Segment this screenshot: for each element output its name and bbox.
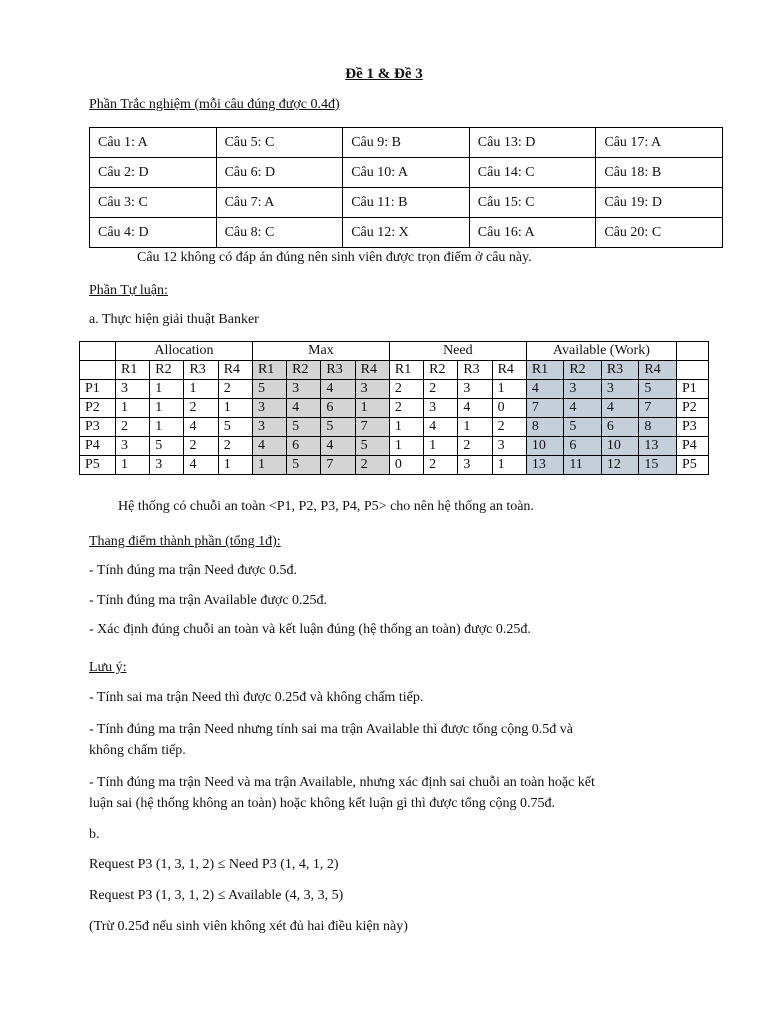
header-row (80, 342, 709, 361)
resource-header: R4 (218, 361, 252, 380)
resource-header: R3 (184, 361, 218, 380)
max-cell: 5 (355, 437, 389, 456)
avail-cell: 3 (601, 380, 639, 399)
alloc-cell: 5 (218, 418, 252, 437)
alloc-cell: 2 (184, 437, 218, 456)
max-cell: 4 (321, 380, 355, 399)
avail-cell: 7 (526, 399, 564, 418)
note-item: - Tính đúng ma trận Need và ma trận Available, nhưng xác định sai chuỗi an toàn hoặc kết (89, 775, 595, 790)
alloc-cell: 5 (150, 437, 184, 456)
need-cell: 1 (389, 437, 423, 456)
need-cell: 2 (492, 418, 526, 437)
max-cell: 2 (355, 456, 389, 475)
need-cell: 0 (389, 456, 423, 475)
group-header: Max (252, 342, 389, 361)
alloc-cell: 4 (184, 456, 218, 475)
essay-heading: Phần Tự luận: (89, 283, 168, 298)
max-cell: 6 (321, 399, 355, 418)
part-a-label: a. Thực hiện giải thuật Banker (89, 312, 259, 327)
resource-header: R3 (458, 361, 492, 380)
note-heading: Lưu ý: (89, 660, 127, 675)
table-row (80, 380, 709, 399)
avail-cell: 4 (526, 380, 564, 399)
table-row (90, 128, 723, 158)
banker-table (79, 341, 709, 475)
alloc-cell: 1 (184, 380, 218, 399)
max-cell: 1 (252, 456, 286, 475)
request-line: Request P3 (1, 3, 1, 2) ≤ Need P3 (1, 4, 1, 2) (89, 857, 339, 872)
alloc-cell: 3 (116, 437, 150, 456)
alloc-cell: 2 (218, 437, 252, 456)
answer-cell: Câu 20: C (596, 218, 723, 248)
avail-cell: 3 (564, 380, 602, 399)
process-label: P5 (80, 456, 116, 475)
alloc-cell: 1 (116, 456, 150, 475)
max-cell: 7 (355, 418, 389, 437)
avail-cell: 7 (639, 399, 677, 418)
process-tag: P4 (677, 437, 709, 456)
alloc-cell: 1 (150, 399, 184, 418)
alloc-cell: 1 (150, 380, 184, 399)
need-cell: 4 (424, 418, 458, 437)
table-row (80, 456, 709, 475)
process-tag: P3 (677, 418, 709, 437)
avail-cell: 5 (639, 380, 677, 399)
max-cell: 3 (287, 380, 321, 399)
need-cell: 2 (458, 437, 492, 456)
max-cell: 1 (355, 399, 389, 418)
resource-header: R1 (116, 361, 150, 380)
max-cell: 4 (287, 399, 321, 418)
need-cell: 1 (492, 456, 526, 475)
need-cell: 1 (424, 437, 458, 456)
avail-cell: 10 (526, 437, 564, 456)
need-cell: 2 (389, 399, 423, 418)
answer-cell: Câu 7: A (216, 188, 343, 218)
need-cell: 1 (389, 418, 423, 437)
avail-cell: 12 (601, 456, 639, 475)
process-tag: P2 (677, 399, 709, 418)
answer-cell: Câu 16: A (469, 218, 596, 248)
note-item: không chấm tiếp. (89, 743, 186, 758)
max-cell: 4 (252, 437, 286, 456)
avail-cell: 13 (526, 456, 564, 475)
note-item: - Tính sai ma trận Need thì được 0.25đ và không chấm tiếp. (89, 690, 424, 705)
max-cell: 4 (321, 437, 355, 456)
answer-cell: Câu 2: D (90, 158, 217, 188)
resource-header: R1 (252, 361, 286, 380)
process-label: P2 (80, 399, 116, 418)
answer-cell: Câu 10: A (343, 158, 470, 188)
max-cell: 6 (287, 437, 321, 456)
grading-heading: Thang điểm thành phần (tổng 1đ): (89, 534, 281, 549)
answer-cell: Câu 11: B (343, 188, 470, 218)
need-cell: 3 (492, 437, 526, 456)
group-header: Available (Work) (526, 342, 676, 361)
safe-sequence-text: Hệ thống có chuỗi an toàn <P1, P2, P3, P4, P5> cho nên hệ thống an toàn. (118, 499, 534, 514)
answer-cell: Câu 12: X (343, 218, 470, 248)
table-row (80, 418, 709, 437)
avail-cell: 15 (639, 456, 677, 475)
corner-cell (80, 361, 116, 380)
corner-cell (677, 361, 709, 380)
request-line: Request P3 (1, 3, 1, 2) ≤ Available (4, 3, 3, 5) (89, 888, 344, 903)
note-item: - Tính đúng ma trận Need nhưng tính sai ma trận Available thì được tổng cộng 0.5đ và (89, 722, 573, 737)
max-cell: 5 (321, 418, 355, 437)
alloc-cell: 3 (116, 380, 150, 399)
answer-cell: Câu 14: C (469, 158, 596, 188)
avail-cell: 10 (601, 437, 639, 456)
answer-cell: Câu 9: B (343, 128, 470, 158)
answer-cell: Câu 15: C (469, 188, 596, 218)
alloc-cell: 4 (184, 418, 218, 437)
answer-cell: Câu 3: C (90, 188, 217, 218)
table-row (80, 437, 709, 456)
table-row (80, 399, 709, 418)
page-title: Đề 1 & Đề 3 (345, 66, 423, 82)
header-row (80, 361, 709, 380)
max-cell: 5 (287, 456, 321, 475)
group-header: Need (389, 342, 526, 361)
need-cell: 1 (492, 380, 526, 399)
need-cell: 3 (458, 380, 492, 399)
avail-cell: 8 (639, 418, 677, 437)
alloc-cell: 2 (116, 418, 150, 437)
need-cell: 3 (424, 399, 458, 418)
alloc-cell: 2 (184, 399, 218, 418)
answer-cell: Câu 6: D (216, 158, 343, 188)
avail-cell: 11 (564, 456, 602, 475)
resource-header: R3 (601, 361, 639, 380)
answer-cell: Câu 13: D (469, 128, 596, 158)
resource-header: R2 (150, 361, 184, 380)
need-cell: 2 (424, 380, 458, 399)
process-label: P3 (80, 418, 116, 437)
resource-header: R2 (424, 361, 458, 380)
answer-cell: Câu 4: D (90, 218, 217, 248)
corner-cell (677, 342, 709, 361)
part-b-label: b. (89, 827, 100, 842)
answer-cell: Câu 19: D (596, 188, 723, 218)
alloc-cell: 1 (150, 418, 184, 437)
note-item: luận sai (hệ thống không an toàn) hoặc không kết luận gì thì được tổng cộng 0.75đ. (89, 796, 556, 811)
process-label: P4 (80, 437, 116, 456)
process-label: P1 (80, 380, 116, 399)
answer-table (89, 127, 723, 248)
avail-cell: 5 (564, 418, 602, 437)
avail-cell: 6 (564, 437, 602, 456)
need-cell: 3 (458, 456, 492, 475)
group-header: Allocation (116, 342, 253, 361)
request-line: (Trừ 0.25đ nếu sinh viên không xét đủ hai điều kiện này) (89, 919, 408, 934)
need-cell: 1 (458, 418, 492, 437)
alloc-cell: 1 (116, 399, 150, 418)
resource-header: R4 (639, 361, 677, 380)
max-cell: 3 (252, 418, 286, 437)
need-cell: 4 (458, 399, 492, 418)
mc-note: Câu 12 không có đáp án đúng nên sinh viên được trọn điểm ở câu này. (137, 250, 532, 265)
max-cell: 7 (321, 456, 355, 475)
grading-item: - Tính đúng ma trận Need được 0.5đ. (89, 563, 297, 578)
table-row (90, 188, 723, 218)
resource-header: R1 (389, 361, 423, 380)
need-cell: 2 (389, 380, 423, 399)
max-cell: 5 (287, 418, 321, 437)
grading-item: - Xác định đúng chuỗi an toàn và kết luận đúng (hệ thống an toàn) được 0.25đ. (89, 622, 531, 637)
resource-header: R2 (564, 361, 602, 380)
avail-cell: 4 (564, 399, 602, 418)
max-cell: 3 (252, 399, 286, 418)
grading-item: - Tính đúng ma trận Available được 0.25đ. (89, 593, 328, 608)
corner-cell (80, 342, 116, 361)
resource-header: R1 (526, 361, 564, 380)
table-row (90, 158, 723, 188)
alloc-cell: 3 (150, 456, 184, 475)
answer-cell: Câu 1: A (90, 128, 217, 158)
resource-header: R4 (355, 361, 389, 380)
max-cell: 3 (355, 380, 389, 399)
table-row (90, 218, 723, 248)
answer-cell: Câu 8: C (216, 218, 343, 248)
answer-cell: Câu 18: B (596, 158, 723, 188)
alloc-cell: 1 (218, 399, 252, 418)
answer-cell: Câu 5: C (216, 128, 343, 158)
need-cell: 0 (492, 399, 526, 418)
alloc-cell: 2 (218, 380, 252, 399)
alloc-cell: 1 (218, 456, 252, 475)
need-cell: 2 (424, 456, 458, 475)
mc-heading: Phần Trắc nghiệm (mỗi câu đúng được 0.4đ) (89, 97, 340, 112)
answer-cell: Câu 17: A (596, 128, 723, 158)
avail-cell: 4 (601, 399, 639, 418)
avail-cell: 6 (601, 418, 639, 437)
avail-cell: 8 (526, 418, 564, 437)
resource-header: R4 (492, 361, 526, 380)
process-tag: P5 (677, 456, 709, 475)
avail-cell: 13 (639, 437, 677, 456)
max-cell: 5 (252, 380, 286, 399)
resource-header: R2 (287, 361, 321, 380)
resource-header: R3 (321, 361, 355, 380)
process-tag: P1 (677, 380, 709, 399)
